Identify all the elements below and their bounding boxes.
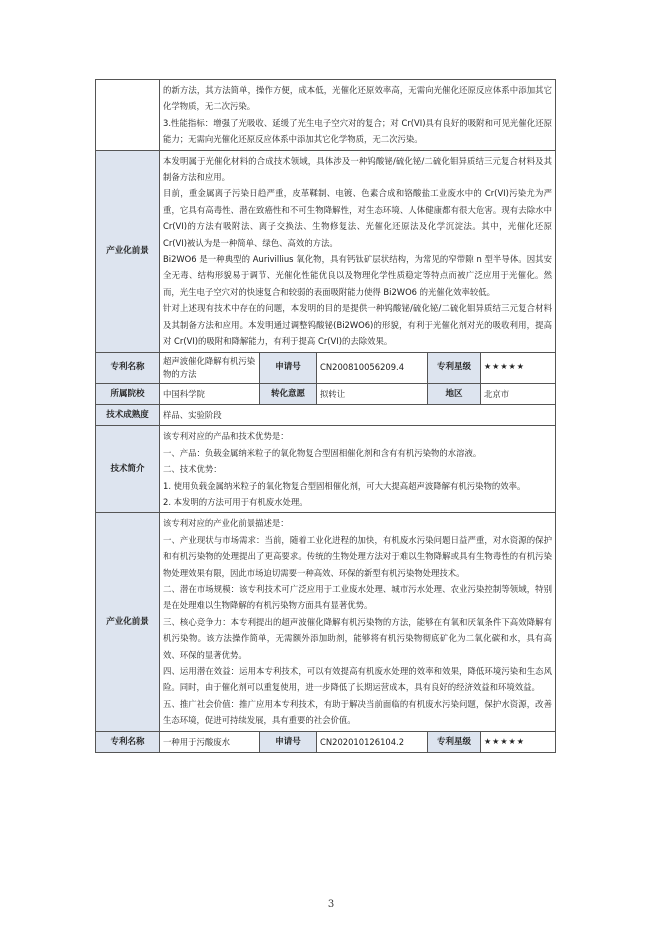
patent-rating-label: 专利星级: [428, 352, 481, 383]
paragraph: 四、运用潜在效益：运用本专利技术，可以有效提高有机废水处理的效率和效果，降低环境污染和生态风险。同时，由于催化剂可以重复使用，进一步降低了长期运营成本，具有良好的经济效益和环境效益。: [163, 666, 553, 693]
paragraph: 该专利对应的产品和技术优势是：: [163, 431, 289, 442]
region: 北京市: [481, 383, 556, 404]
intro-row: [96, 426, 556, 513]
paragraph: 三、核心竞争力：本专利提出的超声波催化降解有机污染物的方法，能够在有氧和厌氧条件下高效降解有机污染物。该方法操作简单，无需额外添加助剂，能够将有机污染物彻底矿化为二氧化碳和水，具有高效、环保的显著优势。: [163, 616, 553, 660]
paragraph: 目前，重金属离子污染日趋严重，皮革鞣制、电镀、色素合成和铬酸盐工业废水中的 Cr(VI)污染尤为严重，它具有高毒性、潜在致癌性和不可生物降解性，对生态环境、人体健康都有很大危害。现有去除水中 Cr(VI)的方法有吸附法、离子交换法、生物修复法、光催化还原法及化学沉淀法。其中，光催化还原 Cr(VI)被认为是一种简单、绿色、高效的方法。: [163, 188, 553, 248]
page-number: 3: [327, 899, 335, 910]
paragraph: 该专利对应的产业化前景描述是：: [163, 518, 289, 529]
patent-name: 超声波催化降解有机污染物的方法: [160, 352, 260, 383]
paragraph: 一、产品：负载金属纳米粒子的氧化物复合型固相催化剂和含有有机污染物的水溶液。: [163, 447, 482, 458]
prospect-row-1: [96, 150, 556, 352]
paragraph: 五、推广社会价值：推广应用本专利技术，有助于解决当前面临的有机废水污染问题，保护水资源，改善生态环境，促进可持续发展，具有重要的社会价值。: [163, 698, 553, 726]
paragraph: 二、潜在市场规模：该专利技术可广泛应用于工业废水处理、城市污水处理、农业污染控制等领域，特别是在处理难以生物降解的有机污染物方面具有显著优势。: [163, 583, 553, 611]
prospect-row-2: [96, 513, 556, 731]
paragraph: 1. 使用负载金属纳米粒子的氧化物复合型固相催化剂，可大大提高超声波降解有机污染物的效率。: [163, 480, 526, 491]
institution: 中国科学院: [160, 383, 260, 404]
application-number: CN200810056209.4: [317, 352, 428, 383]
application-number-label: 申请号: [260, 352, 317, 383]
paragraph: 二、技术优势：: [163, 464, 222, 475]
patent-table: [95, 79, 556, 753]
paragraph: 2. 本发明的方法可用于有机废水处理。: [163, 496, 308, 507]
transfer-intent-label: 转化意愿: [260, 383, 317, 404]
prospect-label: 产业化前景: [96, 513, 160, 731]
patent-rating-stars: ★★★★★: [481, 731, 556, 752]
institution-row: [96, 383, 556, 404]
continuation-content: [160, 80, 556, 151]
transfer-intent: 拟转让: [317, 383, 428, 404]
patent-rating-stars: ★★★★★: [481, 352, 556, 383]
prospect-content: [160, 513, 556, 731]
application-number: CN202010126104.2: [317, 731, 428, 752]
paragraph: 3.性能指标：增强了光吸收、延缓了光生电子空穴对的复合；对 Cr(VI)具有良好的吸附和可见光催化还原能力；无需向光催化还原反应体系中添加其它化学物质，无二次污染。: [163, 117, 553, 145]
prospect-content: [160, 150, 556, 352]
paragraph: 一、产业现状与市场需求：当前，随着工业化进程的加快，有机废水污染问题日益严重，对水资源的保护和有机污染物的处理提出了更高要求。传统的生物处理方法对于难以生物降解或具有生物毒性的有机污染物处理效果有限，因此市场迫切需要一种高效、环保的新型有机污染物处理技术。: [163, 534, 553, 578]
patent-name-label: 专利名称: [96, 352, 160, 383]
patent-name: 一种用于污酸废水: [160, 731, 260, 752]
continuation-label-cell: [96, 80, 160, 151]
patent-rating-label: 专利星级: [428, 731, 481, 752]
intro-content: [160, 426, 556, 513]
maturity-row: [96, 404, 556, 425]
paragraph: 的新方法，其方法简单，操作方便，成本低，光催化还原效率高，无需向光催化还原反应体系中添加其它化学物质，无二次污染。: [163, 85, 553, 112]
patent-name-row: [96, 731, 556, 752]
intro-label: 技术简介: [96, 426, 160, 513]
patent-name-row: [96, 352, 556, 383]
region-label: 地区: [428, 383, 481, 404]
prospect-label: 产业化前景: [96, 150, 160, 352]
paragraph: 本发明属于光催化材料的合成技术领域，具体涉及一种钨酸铋/硫化铋/二硫化钼异质结三元复合材料及其制备方法和应用。: [163, 155, 553, 183]
patent-name-label: 专利名称: [96, 731, 160, 752]
paragraph: 针对上述现有技术中存在的问题，本发明的目的是提供一种钨酸铋/硫化铋/二硫化钼异质结三元复合材料及其制备方法和应用。本发明通过调整钨酸铋(Bi2WO6)的形貌，有利于光催化剂对光的吸收利用，提高对 Cr(VI)的吸附和降解能力，有利于提高 Cr(VI)的去除效果。: [163, 303, 553, 347]
maturity-label: 技术成熟度: [96, 404, 160, 425]
application-number-label: 申请号: [260, 731, 317, 752]
paragraph: Bi2WO6 是一种典型的 Aurivillius 氧化物，具有钙钛矿层状结构，为常见的窄带隙 n 型半导体。因其安全无毒、结构形貌易于调节、光催化性能优良以及物理化学性质稳定等特点而被广泛应用于光催化。然而，光生电子空穴对的快速复合和较弱的表面吸附能力使得 Bi2WO6 的光催化效率较低。: [163, 254, 553, 297]
maturity: 样品、实验阶段: [160, 404, 556, 425]
continuation-row: [96, 80, 556, 151]
institution-label: 所属院校: [96, 383, 160, 404]
